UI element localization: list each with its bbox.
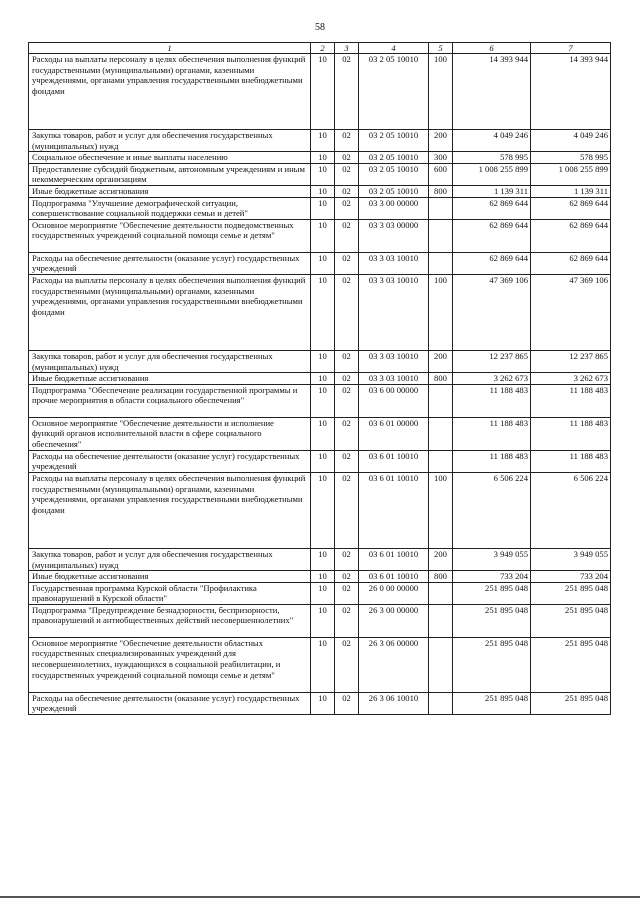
row-cell-4: 03 6 01 10010 [359,548,429,570]
col-header-5: 5 [429,43,453,54]
row-name-cell: Расходы на выплаты персоналу в целях обеспечения выполнения функций государственными (муниципальными) органами, казенными учреждениями, органами управления государственными внебюджетными фондами [29,274,311,350]
row-cell-5 [429,219,453,252]
row-cell-5: 100 [429,274,453,350]
row-cell-5: 200 [429,130,453,152]
table-row [29,548,611,570]
row-cell-2: 10 [311,197,335,219]
row-cell-5 [429,582,453,604]
row-cell-3: 02 [335,548,359,570]
row-name-cell: Подпрограмма "Улучшение демографической ситуации, совершенствование социальной поддержки семьи и детей" [29,197,311,219]
col-header-1: 1 [29,43,311,54]
row-cell-2: 10 [311,274,335,350]
table-row [29,450,611,472]
row-cell-2: 10 [311,350,335,372]
row-cell-3: 02 [335,373,359,385]
row-cell-2: 10 [311,130,335,152]
row-cell-2: 10 [311,417,335,450]
row-name-cell: Расходы на обеспечение деятельности (оказание услуг) государственных учреждений [29,252,311,274]
row-cell-5: 300 [429,152,453,164]
row-cell-5 [429,197,453,219]
table-row [29,163,611,185]
row-cell-7: 11 188 483 [531,384,611,417]
table-row [29,54,611,130]
row-cell-6: 62 869 644 [453,197,531,219]
table-row [29,417,611,450]
row-cell-6: 12 237 865 [453,350,531,372]
row-cell-7: 251 895 048 [531,692,611,714]
row-cell-4: 03 3 00 00000 [359,197,429,219]
row-cell-6: 62 869 644 [453,252,531,274]
row-cell-4: 26 3 06 00000 [359,637,429,692]
row-cell-5 [429,604,453,637]
row-cell-5: 800 [429,571,453,583]
row-cell-2: 10 [311,252,335,274]
row-cell-3: 02 [335,384,359,417]
row-cell-5 [429,692,453,714]
row-cell-7: 251 895 048 [531,582,611,604]
table-row [29,252,611,274]
row-cell-6: 11 188 483 [453,417,531,450]
row-cell-6: 251 895 048 [453,582,531,604]
row-cell-7: 14 393 944 [531,54,611,130]
col-header-2: 2 [311,43,335,54]
row-cell-6: 251 895 048 [453,604,531,637]
row-cell-7: 12 237 865 [531,350,611,372]
row-cell-6: 11 188 483 [453,384,531,417]
row-cell-7: 6 506 224 [531,472,611,548]
budget-table [28,42,611,715]
row-name-cell: Социальное обеспечение и иные выплаты населению [29,152,311,164]
row-cell-6: 6 506 224 [453,472,531,548]
row-cell-4: 26 3 00 00000 [359,604,429,637]
row-cell-2: 10 [311,185,335,197]
row-cell-5: 200 [429,548,453,570]
row-cell-4: 03 3 03 00000 [359,219,429,252]
row-cell-7: 251 895 048 [531,637,611,692]
table-row [29,373,611,385]
row-cell-2: 10 [311,163,335,185]
table-row [29,130,611,152]
row-cell-6: 251 895 048 [453,692,531,714]
page-bottom-rule [0,896,640,898]
row-cell-3: 02 [335,185,359,197]
row-cell-6: 47 369 106 [453,274,531,350]
row-cell-3: 02 [335,582,359,604]
row-cell-4: 03 2 05 10010 [359,185,429,197]
row-cell-4: 26 0 00 00000 [359,582,429,604]
row-cell-5: 100 [429,472,453,548]
row-cell-6: 11 188 483 [453,450,531,472]
col-header-4: 4 [359,43,429,54]
row-name-cell: Основное мероприятие "Обеспечение деятельности и исполнение функций органов исполнительной власти в сфере социального обеспечения" [29,417,311,450]
col-header-7: 7 [531,43,611,54]
row-cell-3: 02 [335,571,359,583]
row-name-cell: Иные бюджетные ассигнования [29,185,311,197]
row-name-cell: Подпрограмма "Предупреждение безнадзорности, беспризорности, правонарушений и антиобщественных действий несовершеннолетних" [29,604,311,637]
row-cell-6: 578 995 [453,152,531,164]
row-cell-6: 14 393 944 [453,54,531,130]
row-cell-4: 03 3 03 10010 [359,373,429,385]
table-row [29,219,611,252]
table-row [29,604,611,637]
row-cell-2: 10 [311,604,335,637]
col-header-6: 6 [453,43,531,54]
row-name-cell: Закупка товаров, работ и услуг для обеспечения государственных (муниципальных) нужд [29,130,311,152]
row-cell-2: 10 [311,472,335,548]
row-cell-5: 100 [429,54,453,130]
row-cell-3: 02 [335,197,359,219]
row-cell-4: 03 2 05 10010 [359,54,429,130]
row-cell-7: 251 895 048 [531,604,611,637]
row-cell-4: 03 6 01 10010 [359,571,429,583]
row-name-cell: Закупка товаров, работ и услуг для обеспечения государственных (муниципальных) нужд [29,548,311,570]
table-row [29,582,611,604]
row-cell-5 [429,384,453,417]
row-cell-2: 10 [311,582,335,604]
row-cell-2: 10 [311,450,335,472]
page-number: 58 [315,22,325,33]
row-name-cell: Основное мероприятие "Обеспечение деятельности областных государственных специализированных учреждений для несовершеннолетних, нуждающихся в социальной реабилитации, и государственных учреждений социальной помощи семье и детям" [29,637,311,692]
row-name-cell: Расходы на обеспечение деятельности (оказание услуг) государственных учреждений [29,692,311,714]
row-cell-3: 02 [335,637,359,692]
row-cell-4: 03 3 03 10010 [359,274,429,350]
row-cell-5: 800 [429,373,453,385]
row-cell-3: 02 [335,130,359,152]
table-row [29,185,611,197]
row-cell-2: 10 [311,152,335,164]
row-cell-3: 02 [335,274,359,350]
row-name-cell: Подпрограмма "Обеспечение реализации государственной программы и прочие мероприятия в области социального обеспечения" [29,384,311,417]
table-row [29,571,611,583]
row-cell-6: 4 049 246 [453,130,531,152]
row-cell-5 [429,252,453,274]
row-cell-3: 02 [335,163,359,185]
row-cell-7: 733 204 [531,571,611,583]
row-cell-7: 62 869 644 [531,219,611,252]
row-name-cell: Расходы на выплаты персоналу в целях обеспечения выполнения функций государственными (муниципальными) органами, казенными учреждениями, органами управления государственными внебюджетными фондами [29,472,311,548]
row-cell-5 [429,637,453,692]
row-cell-3: 02 [335,417,359,450]
row-cell-7: 47 369 106 [531,274,611,350]
row-cell-3: 02 [335,350,359,372]
row-cell-4: 03 6 01 10010 [359,450,429,472]
row-name-cell: Предоставление субсидий бюджетным, автономным учреждениям и иным некоммерческим организациям [29,163,311,185]
row-cell-3: 02 [335,450,359,472]
row-cell-4: 03 2 05 10010 [359,163,429,185]
row-cell-3: 02 [335,54,359,130]
row-name-cell: Расходы на выплаты персоналу в целях обеспечения выполнения функций государственными (муниципальными) органами, казенными учреждениями, органами управления государственными внебюджетными фондами [29,54,311,130]
row-cell-4: 03 2 05 10010 [359,130,429,152]
row-cell-2: 10 [311,219,335,252]
row-cell-6: 733 204 [453,571,531,583]
row-cell-3: 02 [335,472,359,548]
row-cell-5: 800 [429,185,453,197]
row-cell-7: 11 188 483 [531,450,611,472]
table-row [29,197,611,219]
row-cell-3: 02 [335,252,359,274]
row-cell-7: 578 995 [531,152,611,164]
row-cell-6: 3 949 055 [453,548,531,570]
row-cell-2: 10 [311,54,335,130]
row-cell-5 [429,417,453,450]
row-cell-4: 26 3 06 10010 [359,692,429,714]
row-cell-2: 10 [311,637,335,692]
row-name-cell: Основное мероприятие "Обеспечение деятельности подведомственных государственных учреждений социальной помощи семье и детям" [29,219,311,252]
row-cell-5 [429,450,453,472]
row-cell-7: 62 869 644 [531,197,611,219]
row-cell-7: 1 139 311 [531,185,611,197]
row-cell-3: 02 [335,604,359,637]
row-cell-3: 02 [335,692,359,714]
row-name-cell: Закупка товаров, работ и услуг для обеспечения государственных (муниципальных) нужд [29,350,311,372]
row-cell-4: 03 3 03 10010 [359,252,429,274]
row-cell-2: 10 [311,571,335,583]
row-name-cell: Иные бюджетные ассигнования [29,571,311,583]
row-cell-4: 03 6 01 10010 [359,472,429,548]
table-row [29,692,611,714]
row-cell-7: 4 049 246 [531,130,611,152]
row-cell-4: 03 3 03 10010 [359,350,429,372]
row-cell-7: 3 949 055 [531,548,611,570]
row-cell-3: 02 [335,152,359,164]
row-cell-4: 03 2 05 10010 [359,152,429,164]
row-cell-3: 02 [335,219,359,252]
row-cell-6: 1 139 311 [453,185,531,197]
row-cell-5: 200 [429,350,453,372]
row-cell-2: 10 [311,384,335,417]
row-cell-7: 11 188 483 [531,417,611,450]
row-name-cell: Расходы на обеспечение деятельности (оказание услуг) государственных учреждений [29,450,311,472]
row-cell-4: 03 6 01 00000 [359,417,429,450]
table-row [29,384,611,417]
row-cell-4: 03 6 00 00000 [359,384,429,417]
row-cell-6: 1 008 255 899 [453,163,531,185]
table-row [29,472,611,548]
table-row [29,350,611,372]
table-row [29,637,611,692]
col-header-3: 3 [335,43,359,54]
row-cell-7: 3 262 673 [531,373,611,385]
header-row [29,43,611,54]
row-cell-7: 1 008 255 899 [531,163,611,185]
row-name-cell: Иные бюджетные ассигнования [29,373,311,385]
table-row [29,274,611,350]
row-cell-7: 62 869 644 [531,252,611,274]
table-row [29,152,611,164]
row-cell-6: 3 262 673 [453,373,531,385]
row-cell-2: 10 [311,692,335,714]
row-cell-5: 600 [429,163,453,185]
row-cell-6: 251 895 048 [453,637,531,692]
row-cell-2: 10 [311,373,335,385]
row-cell-2: 10 [311,548,335,570]
row-name-cell: Государственная программа Курской области "Профилактика правонарушений в Курской области" [29,582,311,604]
row-cell-6: 62 869 644 [453,219,531,252]
